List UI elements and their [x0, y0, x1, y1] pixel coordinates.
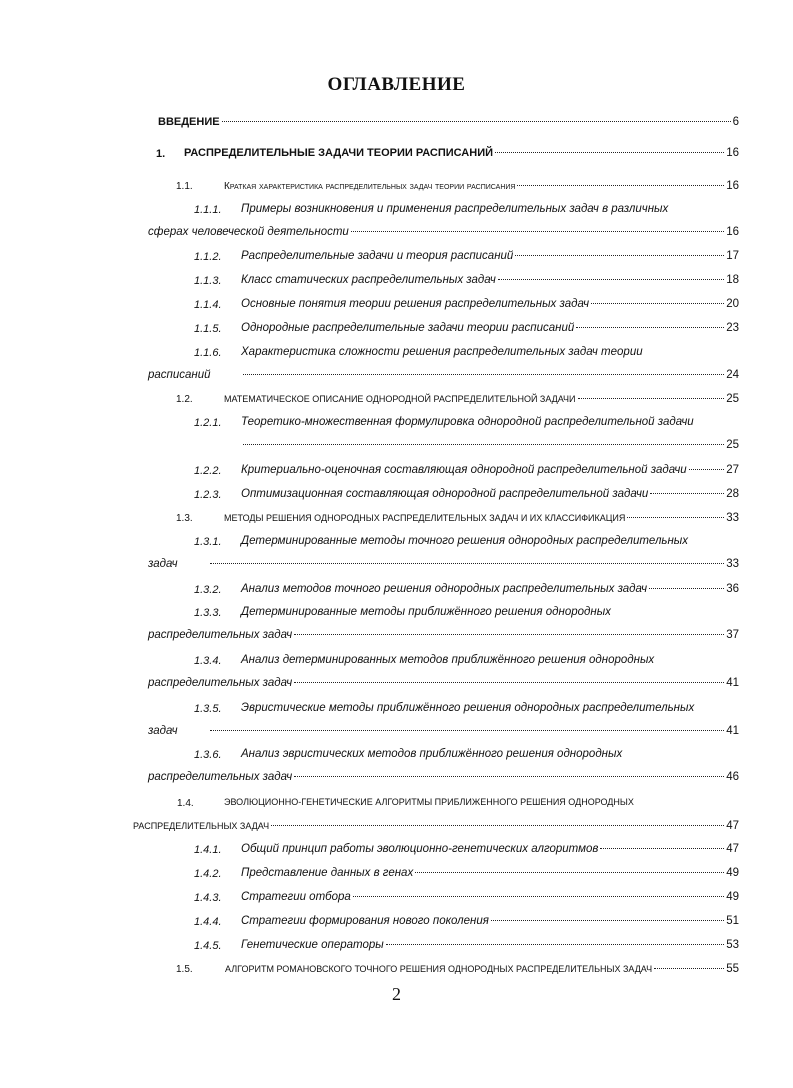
toc-entry [241, 843, 739, 861]
toc-entry-number: 1.3.6. [194, 749, 222, 761]
toc-entry [241, 250, 739, 268]
toc-entry-title: Генетические операторы [241, 939, 384, 951]
toc-entry [241, 915, 739, 933]
toc-entry-title: МАТЕМАТИЧЕСКОЕ ОПИСАНИЕ ОДНОРОДНОЙ РАСПРЕДЕЛИТЕЛЬНОЙ ЗАДАЧИ [224, 394, 576, 404]
toc-entry-title: ВВЕДЕНИЕ [158, 116, 220, 128]
toc-entry [224, 180, 739, 198]
toc-entry-continuation [148, 771, 739, 789]
dot-leader [353, 896, 724, 897]
page-number: 2 [392, 984, 401, 1004]
toc-entry-title: Стратегии формирования нового поколения [241, 915, 489, 927]
toc-entry-page: 47 [726, 820, 739, 832]
dot-leader [210, 730, 725, 731]
toc-entry [224, 512, 739, 530]
toc-entry-page: 16 [726, 180, 739, 192]
dot-leader [386, 944, 724, 945]
toc-entry-number: 1.4.1. [194, 844, 222, 856]
toc-entry-title-cont: РАСПРЕДЕЛИТЕЛЬНЫХ ЗАДАЧ [133, 821, 270, 831]
toc-entry-number: 1.4.4. [194, 916, 222, 928]
dot-leader [650, 493, 724, 494]
toc-entry-number: 1.4. [177, 798, 194, 809]
dot-leader [271, 825, 724, 826]
toc-entry [241, 867, 739, 885]
toc-entry-continuation [148, 677, 739, 695]
toc-entry-number: 1.3.2. [194, 584, 222, 596]
dot-leader [415, 872, 724, 873]
toc-entry-title: Характеристика сложности решения распределительных задач теории [241, 346, 643, 358]
toc-entry [158, 116, 739, 134]
dot-leader [654, 968, 724, 969]
toc-entry-page: 16 [726, 226, 739, 238]
toc-entry-page: 36 [726, 583, 739, 595]
dot-leader [591, 303, 724, 304]
toc-entry-number: 1.2. [176, 394, 193, 405]
dot-leader [294, 634, 724, 635]
page-title: ОГЛАВЛЕНИЕ [327, 74, 466, 95]
toc-entry-page: 41 [726, 677, 739, 689]
toc-entry-number: 1.1.5. [194, 323, 222, 335]
dot-leader [294, 776, 724, 777]
toc-entry-continuation [148, 369, 739, 387]
dot-leader [578, 398, 725, 399]
toc-entry-continuation [133, 820, 739, 838]
toc-entry [241, 464, 739, 482]
toc-entry-title: Детерминированные методы точного решения однородных распределительных [241, 535, 689, 547]
toc-entry-page: 47 [726, 843, 739, 855]
toc-entry-title: Детерминированные методы приближённого решения однородных [241, 606, 611, 618]
toc-entry-number: 1.2.3. [194, 489, 222, 501]
dot-leader [515, 255, 724, 256]
toc-entry-number: 1.2.1. [194, 417, 222, 429]
toc-entry [241, 298, 739, 316]
toc-entry-number: 1.4.2. [194, 868, 222, 880]
toc-entry-page: 18 [726, 274, 739, 286]
toc-entry [241, 274, 739, 292]
toc-entry-page: 27 [726, 464, 739, 476]
toc-entry-number: 1.3.5. [194, 703, 222, 715]
toc-entry-page: 41 [726, 725, 739, 737]
toc-entry-number: 1.1.4. [194, 299, 222, 311]
toc-entry-page: 33 [726, 512, 739, 524]
toc-entry-page: 20 [726, 298, 739, 310]
toc-entry-number: 1.2.2. [194, 465, 222, 477]
toc-entry-page: 46 [726, 771, 739, 783]
toc-entry-title: Основные понятия теории решения распределительных задач [241, 298, 590, 310]
toc-entry-continuation [241, 439, 739, 457]
toc-entry-title: Общий принцип работы эволюционно-генетических алгоритмов [241, 843, 599, 855]
toc-entry-number: 1.4.3. [194, 892, 222, 904]
toc-entry-page: 33 [726, 558, 739, 570]
toc-entry-number: 1.3.3. [194, 607, 222, 619]
toc-entry [225, 963, 739, 981]
dot-leader [576, 327, 724, 328]
toc-entry [241, 488, 739, 506]
toc-entry-title: Эвристические методы приближённого решения однородных распределительных [241, 702, 695, 714]
toc-entry-title: РАСПРЕДЕЛИТЕЛЬНЫЕ ЗАДАЧИ ТЕОРИИ РАСПИСАНИЙ [184, 147, 494, 159]
toc-entry-number: 1.5. [176, 964, 193, 975]
toc-entry-title: Анализ методов точного решения однородных распределительных задач [241, 583, 648, 595]
toc-entry [241, 891, 739, 909]
dot-leader [627, 517, 724, 518]
dot-leader [600, 848, 724, 849]
toc-entry-title-cont: распределительных задач [148, 677, 293, 689]
toc-entry-page: 16 [726, 147, 739, 159]
toc-entry [224, 393, 739, 411]
toc-entry-number: 1.1.3. [194, 275, 222, 287]
toc-entry-title: Класс статических распределительных задач [241, 274, 496, 286]
toc-entry-page: 49 [726, 891, 739, 903]
toc-entry-title-cont: задач [148, 725, 178, 737]
dot-leader [649, 588, 724, 589]
toc-entry-continuation [148, 558, 739, 576]
toc-entry [241, 322, 739, 340]
toc-entry-title: Распределительные задачи и теория расписаний [241, 250, 514, 262]
toc-entry-title: ЭВОЛЮЦИОННО-ГЕНЕТИЧЕСКИЕ АЛГОРИТМЫ ПРИБЛИЖЕННОГО РЕШЕНИЯ ОДНОРОДНЫХ [224, 797, 634, 807]
toc-entry-title-cont: распределительных задач [148, 771, 293, 783]
toc-entry-title: Критериально-оценочная составляющая однородной распределительной задачи [241, 464, 687, 476]
toc-entry-title: Краткая характеристика распределительных задач теории расписания [224, 181, 516, 192]
toc-entry-continuation [148, 725, 739, 743]
toc-entry-number: 1.1.6. [194, 347, 222, 359]
toc-entry-number: 1.1. [176, 181, 193, 192]
toc-entry-title: АЛГОРИТМ РОМАНОВСКОГО ТОЧНОГО РЕШЕНИЯ ОДНОРОДНЫХ РАСПРЕДЕЛИТЕЛЬНЫХ ЗАДАЧ [225, 964, 653, 974]
toc-entry-number: 1.1.1. [194, 204, 222, 216]
toc-entry-title: Анализ детерминированных методов приближённого решения однородных [241, 654, 655, 666]
dot-leader [294, 682, 724, 683]
toc-entry-page: 53 [726, 939, 739, 951]
toc-entry-page: 24 [726, 369, 739, 381]
toc-entry-continuation [148, 629, 739, 647]
toc-entry-page: 23 [726, 322, 739, 334]
toc-entry-number: 1.4.5. [194, 940, 222, 952]
dot-leader [498, 279, 724, 280]
dot-leader [243, 374, 725, 375]
toc-entry-title-cont: распределительных задач [148, 629, 293, 641]
toc-entry-number: 1. [156, 148, 166, 160]
toc-entry-page: 25 [726, 393, 739, 405]
dot-leader [517, 185, 724, 186]
toc-entry-page: 25 [726, 439, 739, 451]
toc-entry-page: 6 [732, 116, 739, 128]
dot-leader [210, 563, 725, 564]
toc-entry-title-cont: задач [148, 558, 178, 570]
dot-leader [495, 152, 724, 153]
toc-entry [241, 583, 739, 601]
dot-leader [491, 920, 724, 921]
toc-entry-title: Оптимизационная составляющая однородной распределительной задачи [241, 488, 649, 500]
toc-entry-title-cont: сферах человеческой деятельности [148, 226, 349, 238]
toc-entry-title: Теоретико-множественная формулировка однородной распределительной задачи [241, 416, 694, 428]
toc-entry-page: 37 [726, 629, 739, 641]
toc-entry [184, 147, 739, 165]
dot-leader [243, 444, 724, 445]
toc-entry-page: 51 [726, 915, 739, 927]
dot-leader [689, 469, 725, 470]
toc-entry-page: 55 [726, 963, 739, 975]
toc-entry-page: 28 [726, 488, 739, 500]
toc-entry-title: Примеры возникновения и применения распределительных задач в различных [241, 203, 669, 215]
toc-entry-page: 49 [726, 867, 739, 879]
toc-entry-number: 1.3.1. [194, 536, 222, 548]
toc-entry-title: МЕТОДЫ РЕШЕНИЯ ОДНОРОДНЫХ РАСПРЕДЕЛИТЕЛЬНЫХ ЗАДАЧ И ИХ КЛАССИФИКАЦИЯ [224, 513, 626, 523]
toc-entry-title-cont: расписаний [148, 369, 211, 381]
dot-leader [222, 121, 731, 122]
toc-entry-title: Анализ эвристических методов приближённого решения однородных [241, 748, 623, 760]
dot-leader [351, 231, 724, 232]
toc-entry-number: 1.3.4. [194, 655, 222, 667]
toc-entry-number: 1.1.2. [194, 251, 222, 263]
toc-entry-number: 1.3. [176, 513, 193, 524]
toc-entry-continuation [148, 226, 739, 244]
toc-entry-title: Однородные распределительные задачи теории расписаний [241, 322, 575, 334]
toc-entry-title: Стратегии отбора [241, 891, 351, 903]
toc-entry-page: 17 [726, 250, 739, 262]
toc-entry [241, 939, 739, 957]
toc-entry-title: Представление данных в генах [241, 867, 414, 879]
